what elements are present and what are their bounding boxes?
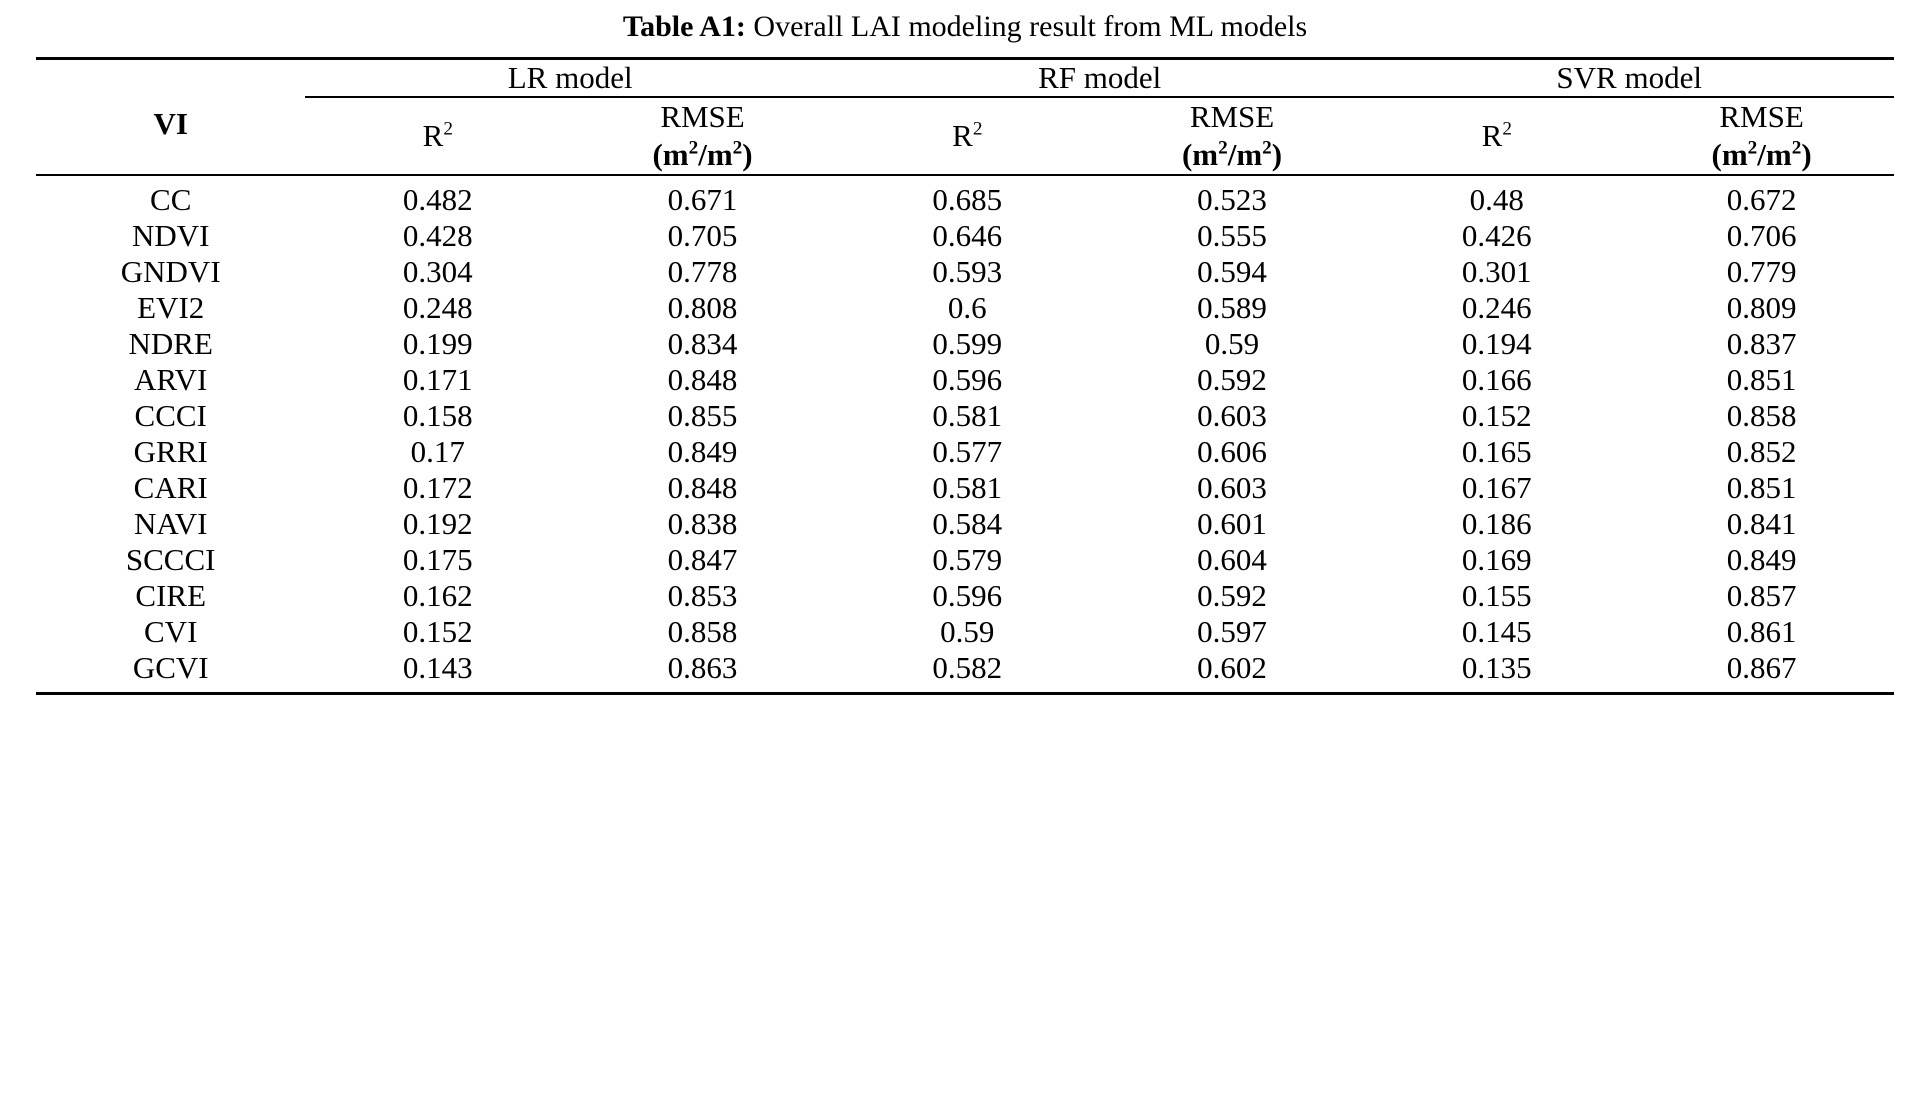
table-row	[36, 470, 1894, 506]
cell-rf-r2: 0.596	[932, 577, 1003, 613]
cell-svr-rmse: 0.841	[1726, 505, 1797, 541]
cell-lr-rmse: 0.778	[667, 253, 738, 289]
cell-lr-rmse: 0.855	[667, 397, 738, 433]
cell-rf-r2: 0.596	[932, 361, 1003, 397]
cell-rf-rmse: 0.603	[1197, 469, 1267, 505]
header-group-rf: RF model	[835, 60, 1365, 97]
cell-rf-r2: 0.579	[932, 541, 1003, 577]
cell-lr-r2: 0.143	[402, 649, 473, 685]
cell-svr-r2: 0.246	[1461, 289, 1532, 325]
cell-rf-rmse: 0.602	[1197, 649, 1267, 685]
cell-lr-r2: 0.248	[402, 289, 473, 325]
cell-lr-rmse: 0.848	[667, 361, 738, 397]
cell-svr-r2: 0.301	[1461, 253, 1532, 289]
table-row	[36, 362, 1894, 398]
cell-lr-r2: 0.199	[402, 325, 473, 361]
table-row	[36, 614, 1894, 650]
cell-vi: GRRI	[133, 433, 208, 469]
cell-lr-rmse: 0.849	[667, 433, 738, 469]
header-rf-rmse: RMSE $(m^2/m^2)$	[1181, 99, 1283, 172]
cell-svr-rmse: 0.706	[1726, 217, 1797, 253]
header-lr-rmse: RMSE $(m^2/m^2)$	[652, 99, 753, 172]
table-row	[36, 182, 1894, 218]
cell-rf-r2: 0.685	[932, 181, 1003, 217]
cell-rf-rmse: 0.601	[1197, 505, 1267, 541]
cell-vi: ARVI	[134, 361, 208, 397]
cell-vi: CCCI	[134, 397, 207, 433]
cell-rf-r2: 0.6	[947, 289, 987, 325]
cell-lr-r2: 0.162	[402, 577, 473, 613]
cell-svr-r2: 0.135	[1461, 649, 1532, 685]
cell-vi: GCVI	[132, 649, 209, 685]
cell-svr-rmse: 0.837	[1726, 325, 1797, 361]
cell-rf-rmse: 0.603	[1197, 397, 1267, 433]
caption-label: Table A1:	[622, 10, 746, 43]
cell-rf-rmse: 0.604	[1197, 541, 1267, 577]
cell-vi: NAVI	[133, 505, 208, 541]
cell-vi: NDVI	[131, 217, 210, 253]
cell-rf-rmse: 0.592	[1197, 577, 1267, 613]
cell-lr-r2: 0.172	[402, 469, 473, 505]
header-group-row	[36, 60, 1894, 97]
cell-lr-rmse: 0.838	[667, 505, 738, 541]
header-sub-row	[36, 97, 1894, 175]
cell-lr-rmse: 0.853	[667, 577, 738, 613]
header-vi: VI	[153, 105, 188, 141]
table-body	[36, 182, 1894, 686]
cell-rf-r2: 0.59	[940, 613, 995, 649]
cell-vi: CARI	[133, 469, 208, 505]
cell-rf-r2: 0.582	[932, 649, 1003, 685]
table-row	[36, 506, 1894, 542]
rule-bottom	[36, 693, 1894, 695]
cell-rf-rmse: 0.594	[1197, 253, 1267, 289]
cell-lr-r2: 0.304	[402, 253, 473, 289]
results-table	[36, 57, 1894, 695]
cell-vi: CVI	[144, 613, 198, 649]
cell-lr-rmse: 0.834	[667, 325, 738, 361]
table-row	[36, 578, 1894, 614]
table-head	[36, 59, 1894, 182]
cell-lr-r2: 0.428	[402, 217, 473, 253]
foot-spacer	[36, 686, 1894, 694]
cell-rf-r2: 0.581	[932, 397, 1003, 433]
cell-rf-r2: 0.581	[932, 469, 1003, 505]
cell-svr-rmse: 0.867	[1726, 649, 1797, 685]
table-foot	[36, 686, 1894, 695]
cell-vi: SCCCI	[125, 541, 216, 577]
cell-svr-r2: 0.169	[1461, 541, 1532, 577]
cell-svr-rmse: 0.852	[1726, 433, 1797, 469]
cell-vi: CC	[150, 181, 192, 217]
cell-svr-rmse: 0.779	[1726, 253, 1797, 289]
cell-rf-rmse: 0.555	[1197, 217, 1267, 253]
cell-rf-r2: 0.584	[932, 505, 1003, 541]
cell-lr-r2: 0.158	[402, 397, 473, 433]
table-row	[36, 254, 1894, 290]
cell-svr-r2: 0.155	[1461, 577, 1532, 613]
cell-lr-rmse: 0.847	[667, 541, 738, 577]
cell-svr-rmse: 0.672	[1726, 181, 1797, 217]
caption-text: Overall LAI modeling result from ML models	[745, 10, 1308, 43]
cell-svr-rmse: 0.857	[1726, 577, 1797, 613]
cell-svr-r2: 0.426	[1461, 217, 1532, 253]
table-caption	[36, 0, 1894, 57]
cell-svr-r2: 0.186	[1461, 505, 1532, 541]
cell-lr-rmse: 0.858	[667, 613, 738, 649]
cell-vi: GNDVI	[120, 253, 221, 289]
cell-lr-rmse: 0.848	[667, 469, 738, 505]
cell-vi: EVI2	[137, 289, 205, 325]
table-row	[36, 218, 1894, 254]
cell-svr-r2: 0.167	[1461, 469, 1532, 505]
header-lr-r2: $R^2$	[422, 117, 453, 153]
cell-svr-r2: 0.152	[1461, 397, 1532, 433]
cell-lr-r2: 0.17	[410, 433, 465, 469]
table-row	[36, 650, 1894, 686]
table-row	[36, 398, 1894, 434]
cell-rf-rmse: 0.589	[1197, 289, 1267, 325]
cell-svr-rmse: 0.861	[1726, 613, 1797, 649]
cell-svr-r2: 0.165	[1461, 433, 1532, 469]
cell-rf-rmse: 0.523	[1197, 181, 1267, 217]
cell-lr-rmse: 0.705	[667, 217, 738, 253]
table-row	[36, 326, 1894, 362]
cell-svr-r2: 0.145	[1461, 613, 1532, 649]
cell-svr-rmse: 0.809	[1726, 289, 1797, 325]
cell-rf-r2: 0.646	[932, 217, 1003, 253]
table-row	[36, 290, 1894, 326]
cell-lr-r2: 0.192	[402, 505, 473, 541]
header-svr-rmse: RMSE $(m^2/m^2)$	[1711, 99, 1812, 172]
header-group-lr: LR model	[305, 60, 835, 97]
cell-svr-rmse: 0.858	[1726, 397, 1797, 433]
cell-svr-r2: 0.166	[1461, 361, 1532, 397]
cell-rf-rmse: 0.592	[1197, 361, 1267, 397]
cell-lr-r2: 0.152	[402, 613, 473, 649]
cell-lr-r2: 0.482	[402, 181, 473, 217]
table-row	[36, 542, 1894, 578]
cell-svr-r2: 0.194	[1461, 325, 1532, 361]
header-svr-r2: $R^2$	[1481, 117, 1512, 153]
cell-rf-r2: 0.599	[932, 325, 1003, 361]
cell-svr-rmse: 0.851	[1726, 361, 1797, 397]
header-rf-r2: $R^2$	[952, 117, 983, 153]
cell-rf-r2: 0.577	[932, 433, 1003, 469]
cell-lr-rmse: 0.808	[667, 289, 738, 325]
cell-rf-rmse: 0.597	[1197, 613, 1267, 649]
cell-svr-rmse: 0.849	[1726, 541, 1797, 577]
cell-vi: CIRE	[135, 577, 207, 613]
cell-lr-rmse: 0.863	[667, 649, 738, 685]
cell-svr-rmse: 0.851	[1726, 469, 1797, 505]
cell-svr-r2: 0.48	[1469, 181, 1524, 217]
cell-lr-r2: 0.175	[402, 541, 473, 577]
table-row	[36, 434, 1894, 470]
cell-rf-rmse: 0.59	[1204, 325, 1260, 361]
cell-vi: NDRE	[128, 325, 213, 361]
cell-rf-r2: 0.593	[932, 253, 1003, 289]
cell-lr-r2: 0.171	[402, 361, 473, 397]
cell-lr-rmse: 0.671	[667, 181, 738, 217]
cell-rf-rmse: 0.606	[1197, 433, 1267, 469]
header-group-svr: SVR model	[1364, 60, 1894, 97]
